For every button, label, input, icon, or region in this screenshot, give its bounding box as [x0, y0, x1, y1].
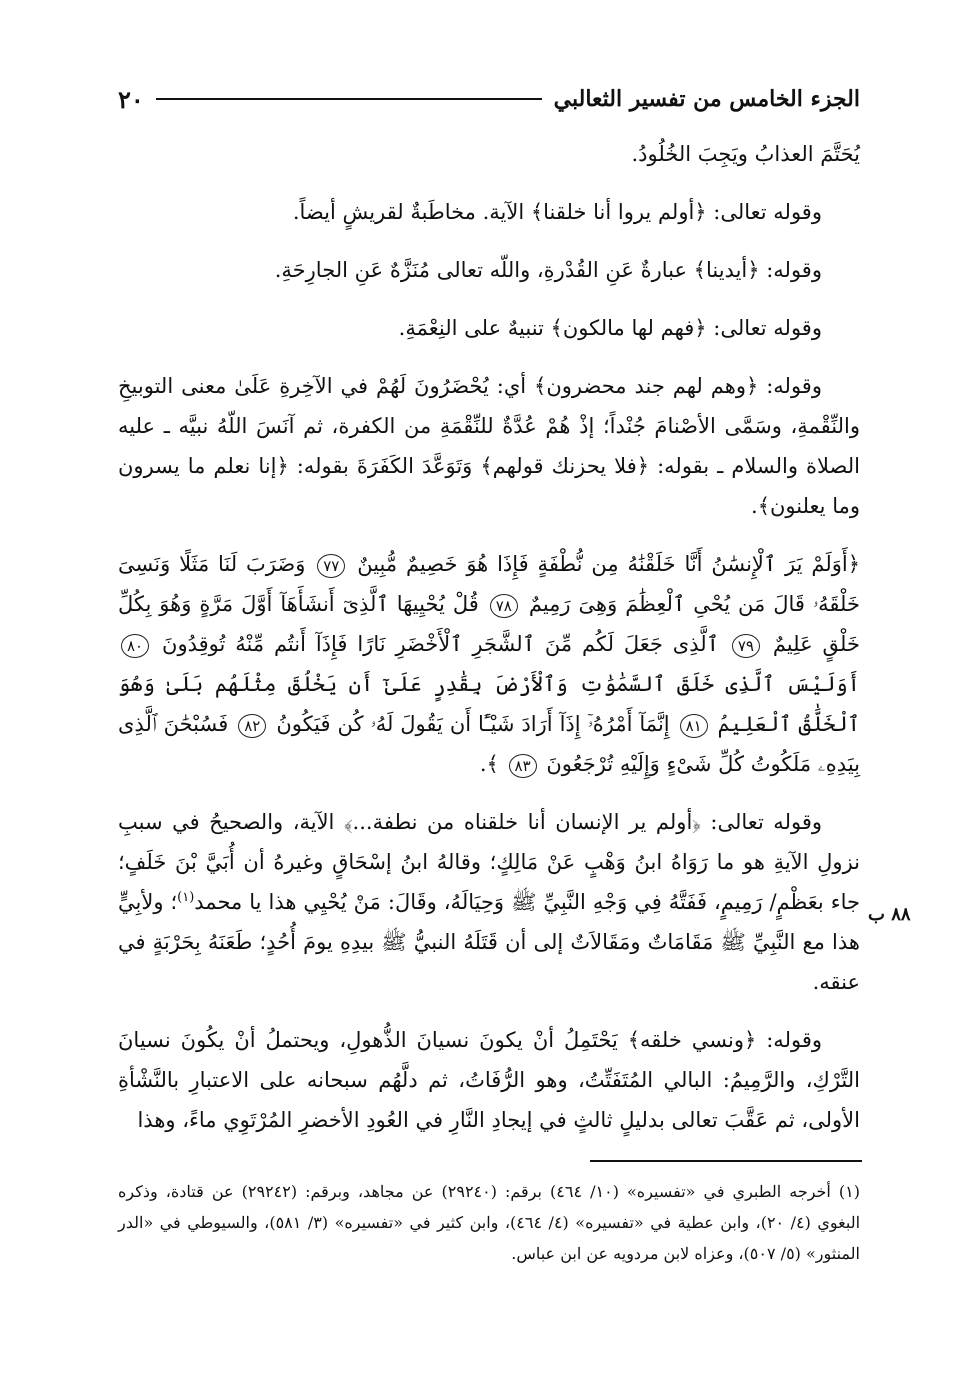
- footnote: (١) أخرجه الطبري في «تفسيره» (١٠/ ٤٦٤) برقم: (٢٩٢٤٠) عن مجاهد، وبرقم: (٢٩٢٤٢) عن قتادة، وذكره البغوي (٤/ ٢٠)، وابن عطية في «تفسيره» (٤/ ٤٦٤)، وابن كثير في «تفسيره» (٣/ ٥٨١)، والسيوطي في «الدر المنثور» (٥/ ٥٠٧)، وعزاه لابن مردويه عن ابن عباس.: [118, 1182, 861, 1263]
- quran-close-bracket: ﴾.: [479, 752, 499, 776]
- quran-verse: قُلْ يُحْيِيهَا ٱلَّذِىٓ أَنشَأَهَآ أَوَّلَ مَرَّةٍ وَهُوَ بِكُلِّ خَلْقٍ عَلِيمٌ: [118, 592, 860, 656]
- ayah-number: ٧٨: [490, 594, 518, 618]
- paragraph: وقوله: ﴿أيدينا﴾ عبارةٌ عَنِ القُدْرةِ، واللّه تعالى مُنَزَّهٌ عَنِ الجارِحَةِ.: [274, 258, 822, 282]
- quran-passage: [118, 544, 860, 784]
- footnote-rule: [590, 1160, 862, 1162]
- quran-verse: أَوَلَيْسَ ٱلَّذِى خَلَقَ ٱلسَّمَٰوَٰتِ وَٱلْأَرْضَ بِقَٰدِرٍ عَلَىٰٓ أَن يَخْلُقَ مِثْلَهُم بَلَىٰ وَهُوَ ٱلْخَلَّٰقُ ٱلْعَلِيمُ: [118, 672, 860, 736]
- ayah-number: ٨٣: [509, 754, 537, 778]
- page-number: ٢٠: [118, 84, 144, 114]
- paragraph: وقوله: ﴿ونسي خلقه﴾ يَحْتَمِلُ أنْ يكونَ نسيانَ الذُّهولِ، ويحتملُ أنْ يكُونَ نسيانَ التَّرْكِ، والرَّمِيمُ: البالي المُتَفَتِّتُ، وهو الرُّفَاتُ، ثم دلَّهُم سبحانه على الاعتبارِ بالنَّشْأةِ الأولى، ثم عَقَّبَ تعالى بدليلٍ ثالثٍ في إيجادِ النَّارِ في العُودِ الأخضرِ المُرْتَوِي ماءً، وهذا: [118, 1028, 860, 1132]
- quran-open-bracket: ﴿: [847, 552, 861, 576]
- paragraph: يُحَتَّمَ العذابُ ويَجِبَ الخُلُودُ.: [631, 142, 860, 166]
- commentary-text: وقوله تعالى: ﴿أولم ير الإنسان أنا خلقناه من نطفة...﴾ الآية، والصحيحُ في سببِ نزولِ الآيةِ هو ما رَوَاهُ ابنُ وَهْبٍ عَنْ مَالِكٍ؛ وقالهُ ابنُ إسْحَاقٍ وغيرهُ أن أُبَيَّ بْنَ خَلَفٍ؛ جاء بعَظْمٍ/ رَمِيمٍ، فَفَتَّهُ فِي وَجْهِ النَّبِيِّ ﷺ وَحِيَالَهُ، وقَالَ: مَنْ يُحْيِي هذا يا محمد: [118, 810, 860, 914]
- paragraph: وقوله تعالى: ﴿أولم يروا أنا خلقنا﴾ الآية. مخاطَبةٌ لقريشٍ أيضاً.: [292, 200, 822, 224]
- page-header: [118, 82, 860, 116]
- header-rule: [156, 98, 542, 100]
- quran-verse: فَسُبْحَٰنَ ٱلَّذِى بِيَدِهِۦ مَلَكُوتُ كُلِّ شَىْءٍ وَإِلَيْهِ تُرْجَعُونَ: [118, 712, 860, 776]
- footnotes: [118, 1176, 860, 1269]
- quran-verse: ٱلَّذِى جَعَلَ لَكُم مِّنَ ٱلشَّجَرِ ٱلْأَخْضَرِ نَارًا فَإِذَآ أَنتُم مِّنْهُ تُوقِدُونَ: [162, 632, 719, 656]
- paragraph: وقوله تعالى: ﴿فهم لها مالكون﴾ تنبيهٌ على النِعْمَةِ.: [398, 316, 822, 340]
- main-text: [118, 134, 860, 1158]
- footnote-marker[interactable]: (١): [177, 890, 195, 905]
- quran-verse: أَوَلَمْ يَرَ ٱلْإِنسَٰنُ أَنَّا خَلَقْنَٰهُ مِن نُّطْفَةٍ فَإِذَا هُوَ خَصِيمٌ مُّبِينٌ: [357, 552, 848, 576]
- ayah-number: ٧٩: [732, 634, 760, 658]
- quran-verse: إِنَّمَآ أَمْرُهُۥٓ إِذَآ أَرَادَ شَيْـًٔا أَن يَقُولَ لَهُۥ كُن فَيَكُونُ: [276, 712, 670, 736]
- ayah-number: ٨١: [680, 714, 708, 738]
- commentary-text: ؛ ولأبِيٍّ هذا مع النَّبِيِّ ﷺ مَقَامَاتٌ ومَقَالاَتٌ إلى أن قَتَلَهُ النبيُّ ﷺ بيدِهِ يومَ أُحُدٍ؛ طَعَنَهُ بِحَرْبَةٍ في عنقه.: [118, 890, 860, 994]
- ayah-number: ٧٧: [317, 554, 345, 578]
- paragraph: [118, 802, 860, 1002]
- quran-verse: وَضَرَبَ لَنَا مَثَلًا وَنَسِىَ خَلْقَهُۥ قَالَ مَن يُحْىِ ٱلْعِظَٰمَ وَهِىَ رَمِيمٌ: [118, 552, 860, 616]
- ayah-number: ٨٢: [238, 714, 266, 738]
- ayah-number: ٨٠: [121, 634, 149, 658]
- manuscript-folio-ref: ٨٨ ب: [868, 904, 911, 925]
- paragraph: وقوله: ﴿وهم لهم جند محضرون﴾ أي: يُحْضَرُونَ لَهُمْ في الآخِرةِ عَلَىٰ معنى التوبيخِ والنِّقْمةِ، وسَمَّى الأصْنامَ جُنْداً؛ إذْ هُمْ عُدَّةٌ للنِّقْمَةِ من الكفرة، ثم آنَسَ اللّهُ نبيَّه ـ عليه الصلاة والسلام ـ بقوله: ﴿فلا يحزنك قولهم﴾ وَتَوَعَّدَ الكَفَرَةَ بقوله: ﴿إنا نعلم ما يسرون وما يعلنون﴾.: [118, 374, 860, 518]
- running-title: الجزء الخامس من تفسير الثعالبي: [553, 86, 860, 112]
